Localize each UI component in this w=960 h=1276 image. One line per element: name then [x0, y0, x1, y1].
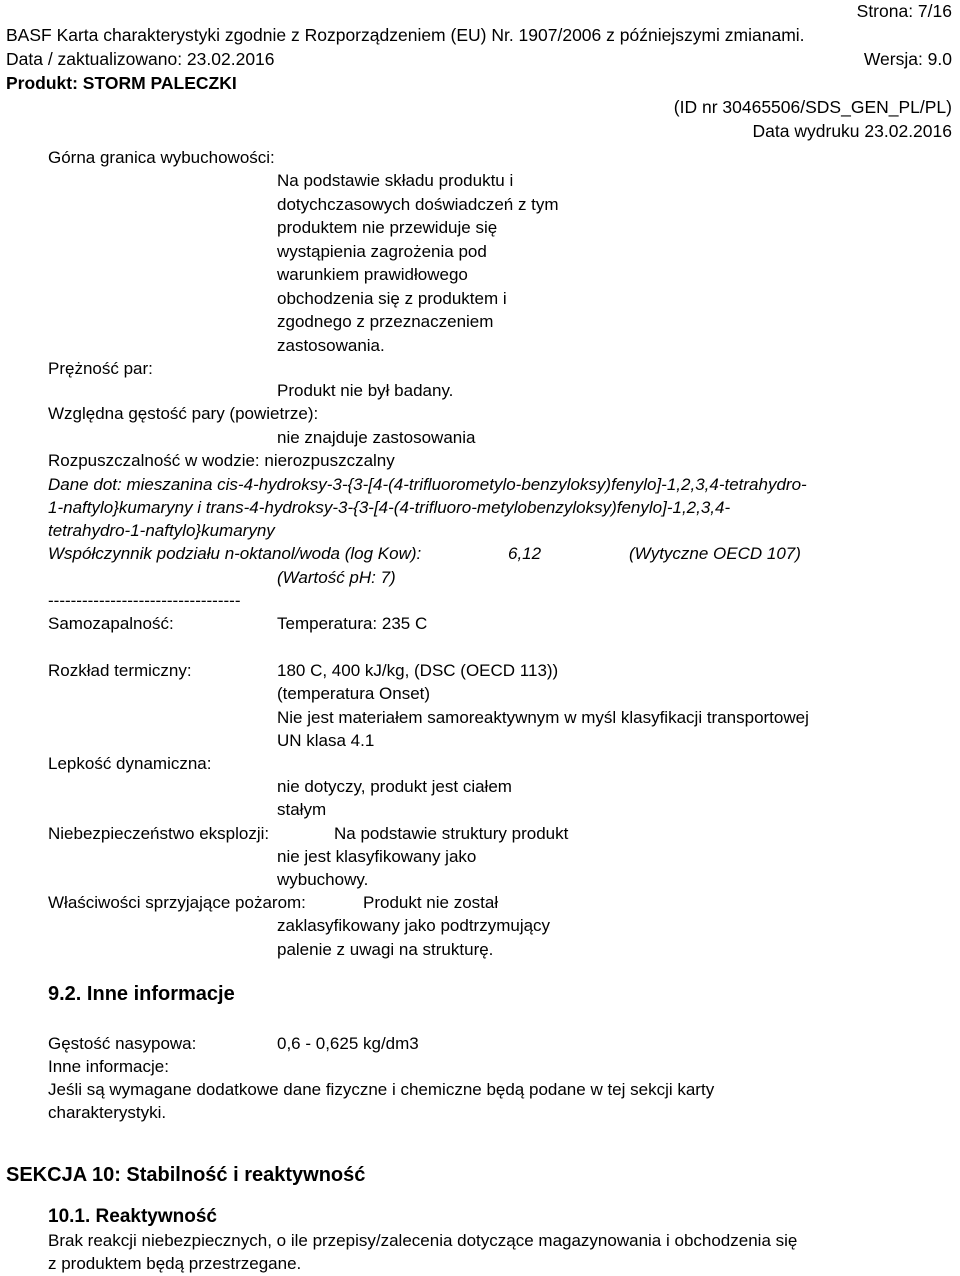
explosion-hazard-line: nie jest klasyfikowany jako [277, 847, 477, 866]
upper-explosion-label: Górna granica wybuchowości: [48, 148, 275, 167]
section-10-heading: SEKCJA 10: Stabilność i reaktywność [6, 1164, 366, 1186]
data-note-line: Dane dot: mieszanina cis-4-hydroksy-3-{3-[4-(4-trifluorometylo-benzyloksy)fenylo]-1,2,3,4-tetrahydro- [48, 475, 807, 494]
upper-explosion-line: Na podstawie składu produktu i [277, 171, 514, 190]
partition-label: Współczynnik podziału n-oktanol/woda (log Kow): [48, 544, 422, 563]
other-info-label: Inne informacje: [48, 1057, 169, 1076]
viscosity-line: nie dotyczy, produkt jest ciałem [277, 777, 512, 796]
solubility: Rozpuszczalność w wodzie: nierozpuszczalny [48, 451, 395, 470]
bulk-density-value: 0,6 - 0,625 kg/dm3 [277, 1034, 419, 1053]
date-updated: Data / zaktualizowano: 23.02.2016 [6, 49, 275, 69]
vapor-pressure-label: Prężność par: [48, 359, 153, 378]
oxidizing-line: palenie z uwagi na strukturę. [277, 940, 494, 959]
reactivity-line: z produktem będą przestrzegane. [48, 1254, 302, 1273]
thermal-decomposition-line: Nie jest materiałem samoreaktywnym w myśl klasyfikacji transportowej [277, 708, 809, 727]
company-line: BASF Karta charakterystyki zgodnie z Rozporządzeniem (EU) Nr. 1907/2006 z późniejszymi zmianami. [6, 25, 805, 45]
vapor-pressure-value: Produkt nie był badany. [277, 381, 454, 400]
version: Wersja: 9.0 [863, 49, 952, 69]
other-info-line: charakterystyki. [48, 1103, 167, 1122]
section-9-2-heading: 9.2. Inne informacje [48, 983, 235, 1005]
partition-value: 6,12 [508, 544, 542, 563]
id-number: (ID nr 30465506/SDS_GEN_PL/PL) [673, 97, 952, 117]
explosion-hazard-line: wybuchowy. [277, 870, 369, 889]
separator-line: ---------------------------------- [48, 591, 241, 610]
oxidizing-label: Właściwości sprzyjające pożarom: [48, 893, 306, 912]
other-info-line: Jeśli są wymagane dodatkowe dane fizyczne i chemiczne będą podane w tej sekcji karty [48, 1080, 715, 1099]
autoignition-value: Temperatura: 235 C [277, 614, 428, 633]
vapor-density-value: nie znajduje zastosowania [277, 428, 476, 447]
upper-explosion-line: zastosowania. [277, 336, 385, 355]
reactivity-heading: 10.1. Reaktywność [48, 1206, 217, 1227]
print-date: Data wydruku 23.02.2016 [752, 121, 952, 141]
bulk-density-label: Gęstość nasypowa: [48, 1034, 197, 1053]
oxidizing-line: zaklasyfikowany jako podtrzymujący [277, 916, 551, 935]
thermal-decomposition-label: Rozkład termiczny: [48, 661, 192, 680]
thermal-decomposition-line: UN klasa 4.1 [277, 731, 375, 750]
upper-explosion-line: wystąpienia zagrożenia pod [277, 242, 487, 261]
autoignition-label: Samozapalność: [48, 614, 174, 633]
upper-explosion-line: warunkiem prawidłowego [277, 265, 468, 284]
reactivity-line: Brak reakcji niebezpiecznych, o ile przepisy/zalecenia dotyczące magazynowania i obchodzenia się [48, 1231, 798, 1250]
partition-ph: (Wartość pH: 7) [277, 568, 396, 587]
explosion-hazard-line: Na podstawie struktury produkt [334, 824, 569, 843]
product-name: Produkt: STORM PALECZKI [6, 73, 237, 93]
data-note-line: 1-naftylo}kumaryny i trans-4-hydroksy-3-{3-[4-(4-trifluoro-metylobenzyloksy)fenylo]-1,2,3,4- [48, 498, 731, 517]
upper-explosion-line: produktem nie przewiduje się [277, 218, 498, 237]
page-number: Strona: 7/16 [856, 1, 952, 21]
oxidizing-line: Produkt nie został [363, 893, 499, 912]
explosion-hazard-label: Niebezpieczeństwo eksplozji: [48, 824, 270, 843]
vapor-density-label: Względna gęstość pary (powietrze): [48, 404, 319, 423]
upper-explosion-line: zgodnego z przeznaczeniem [277, 312, 494, 331]
upper-explosion-line: dotychczasowych doświadczeń z tym [277, 195, 559, 214]
thermal-decomposition-line: 180 C, 400 kJ/kg, (DSC (OECD 113)) [277, 661, 559, 680]
upper-explosion-line: obchodzenia się z produktem i [277, 289, 507, 308]
viscosity-line: stałym [277, 800, 327, 819]
partition-guideline: (Wytyczne OECD 107) [629, 544, 801, 563]
thermal-decomposition-line: (temperatura Onset) [277, 684, 431, 703]
data-note-line: tetrahydro-1-naftylo}kumaryny [48, 521, 275, 540]
viscosity-label: Lepkość dynamiczna: [48, 754, 212, 773]
